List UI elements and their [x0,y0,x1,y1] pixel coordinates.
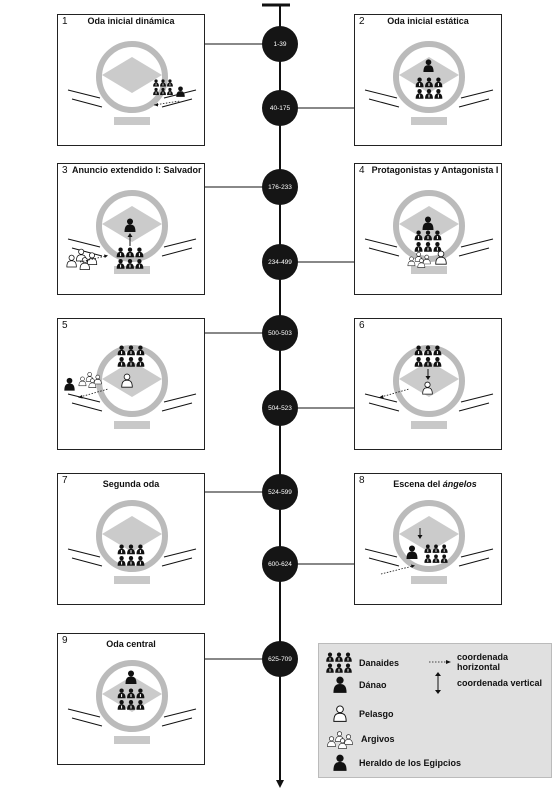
panel-title: Oda central [106,639,156,649]
dotted-arrow-icon [429,658,451,666]
timeline-badge: 524-599 [262,474,298,510]
stage-diagram [355,335,503,449]
stage-diagram [355,490,503,604]
timeline-badge: 504-523 [262,390,298,426]
danaides-icon [325,652,353,674]
danao-icon [333,676,347,693]
scene-panel-7 [57,473,205,605]
panel-number: 5 [62,320,68,331]
panel-number: 4 [359,165,365,176]
scene-panel-1 [57,14,205,146]
stage-diagram [58,490,206,604]
timeline-badge: 600-624 [262,546,298,582]
legend-horizontal: coordenada horizontal [429,652,551,672]
timeline-badge: 176-233 [262,169,298,205]
legend-heraldo: Heraldo de los Egipcios [333,754,461,771]
legend [318,643,552,778]
stage-diagram [58,180,206,294]
legend-vertical: coordenada vertical [433,672,542,694]
timeline-badge: 1-39 [262,26,298,62]
timeline-badge: 234-499 [262,244,298,280]
legend-argivos: Argivos [327,729,395,749]
panel-number: 9 [62,635,68,646]
panel-number: 6 [359,320,365,331]
scene-panel-9 [57,633,205,765]
vertical-arrow-icon [433,672,443,694]
panel-title: Segunda oda [102,479,160,489]
heraldo-icon [333,754,347,771]
panel-number: 8 [359,475,365,486]
stage-diagram [58,650,206,764]
timeline-badge: 500-503 [262,315,298,351]
scene-panel-6 [354,318,502,450]
panel-title: Oda inicial dinámica [87,16,175,26]
stage-diagram [355,31,503,145]
timeline-badge: 625-709 [262,641,298,677]
panel-number: 3 [62,165,68,176]
argivos-icon [327,729,355,749]
panel-title: Protagonistas y Antagonista I [371,165,499,175]
scene-panel-4 [354,163,502,295]
panel-number: 7 [62,475,68,486]
stage-diagram [355,180,503,294]
pelasgo-icon [333,705,347,722]
panel-number: 1 [62,16,68,27]
panel-number: 2 [359,16,365,27]
legend-pelasgo: Pelasgo [333,705,394,722]
panel-title: Escena del ángelos [393,479,477,489]
scene-panel-8 [354,473,502,605]
stage-diagram [58,335,206,449]
scene-panel-3 [57,163,205,295]
stage-diagram [58,31,206,145]
timeline-badge: 40-175 [262,90,298,126]
scene-panel-2 [354,14,502,146]
legend-danao: Dánao [333,676,387,693]
panel-title: Anuncio extendido I: Salvador [72,165,202,175]
scene-panel-5 [57,318,205,450]
panel-title: Oda inicial estática [387,16,469,26]
legend-danaides: Danaides [325,652,399,674]
